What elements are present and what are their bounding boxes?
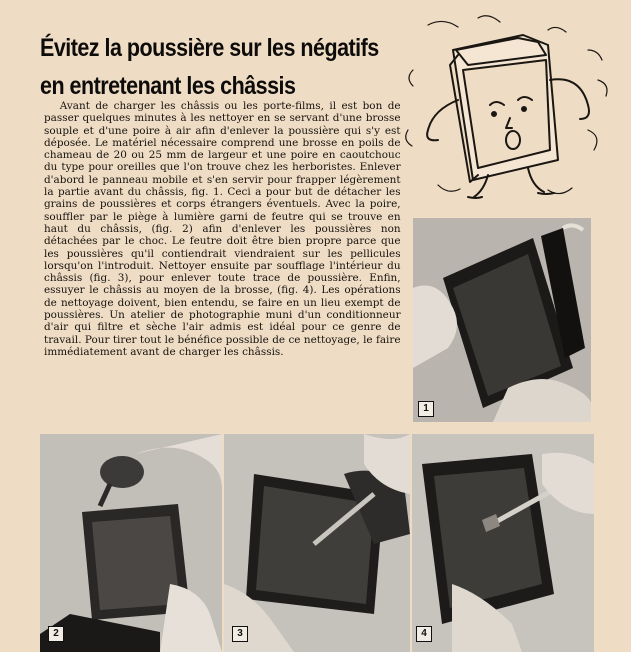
brushing-holder-icon — [412, 434, 594, 652]
figure-4-photo — [412, 434, 594, 652]
blowing-bulb-icon — [40, 434, 222, 652]
title-line-2: en entretenant les châssis — [40, 71, 296, 100]
figure-2-label: 2 — [48, 626, 64, 642]
article-paragraph: Avant de charger les châssis ou les porte-films, il est bon de passer quelques minutes à les nettoyer en se servant d'une brosse souple et d'une poire à air afin d'enlever la poussière qui s'y est déposée. Le matériel nécessaire comprend une brosse en poils de chameau de 20 ou 25 mm de largeur et une poire en caoutchouc du type pour oreilles que l'on trouve chez les herboristes. Enlever d'abord le panneau mobile et s'en servir pour frapper légèrement la partie avant du châssis, fig. 1. Ceci a pour but de détacher les grains de poussières et corps étrangers éventuels. Avec la poire, souffler par le piège à lumière garni de feutre qui se trouve en haut du châssis, (fig. 2) afin d'enlever les poussières non détachées par le choc. Le feutre doit être bien propre parce que les poussières qu'il contiendrait viendraient sur les pellicules lorsqu'on l'introduit. Nettoyer ensuite par soufflage l'intérieur du châssis (fig. 3), pour enlever toute trace de poussière. Enfin, essuyer le châssis au moyen de la brosse, (fig. 4). Les opérations de nettoyage doivent, bien entendu, se faire en un lieu exempt de poussières. Un atelier de photographie muni d'un conditionneur d'air qui filtre et sèche l'air admis est idéal pour ce genre de travail. Pour tirer tout le bénéfice possible de ce nettoyage, le faire immédiatement avant de charger les châssis. — [44, 100, 401, 358]
figure-1-label: 1 — [418, 401, 434, 417]
cartoon-film-holder-icon — [398, 10, 623, 210]
figure-2-photo — [40, 434, 222, 652]
title-line-1: Évitez la poussière sur les négatifs — [40, 33, 379, 62]
figure-4-label: 4 — [416, 626, 432, 642]
article-title — [40, 29, 379, 105]
figure-1-photo — [413, 218, 591, 422]
article-body — [44, 100, 401, 358]
hands-tapping-holder-icon — [413, 218, 591, 422]
blowing-interior-icon — [224, 434, 410, 652]
figure-3-label: 3 — [232, 626, 248, 642]
figure-3-photo — [224, 434, 410, 652]
